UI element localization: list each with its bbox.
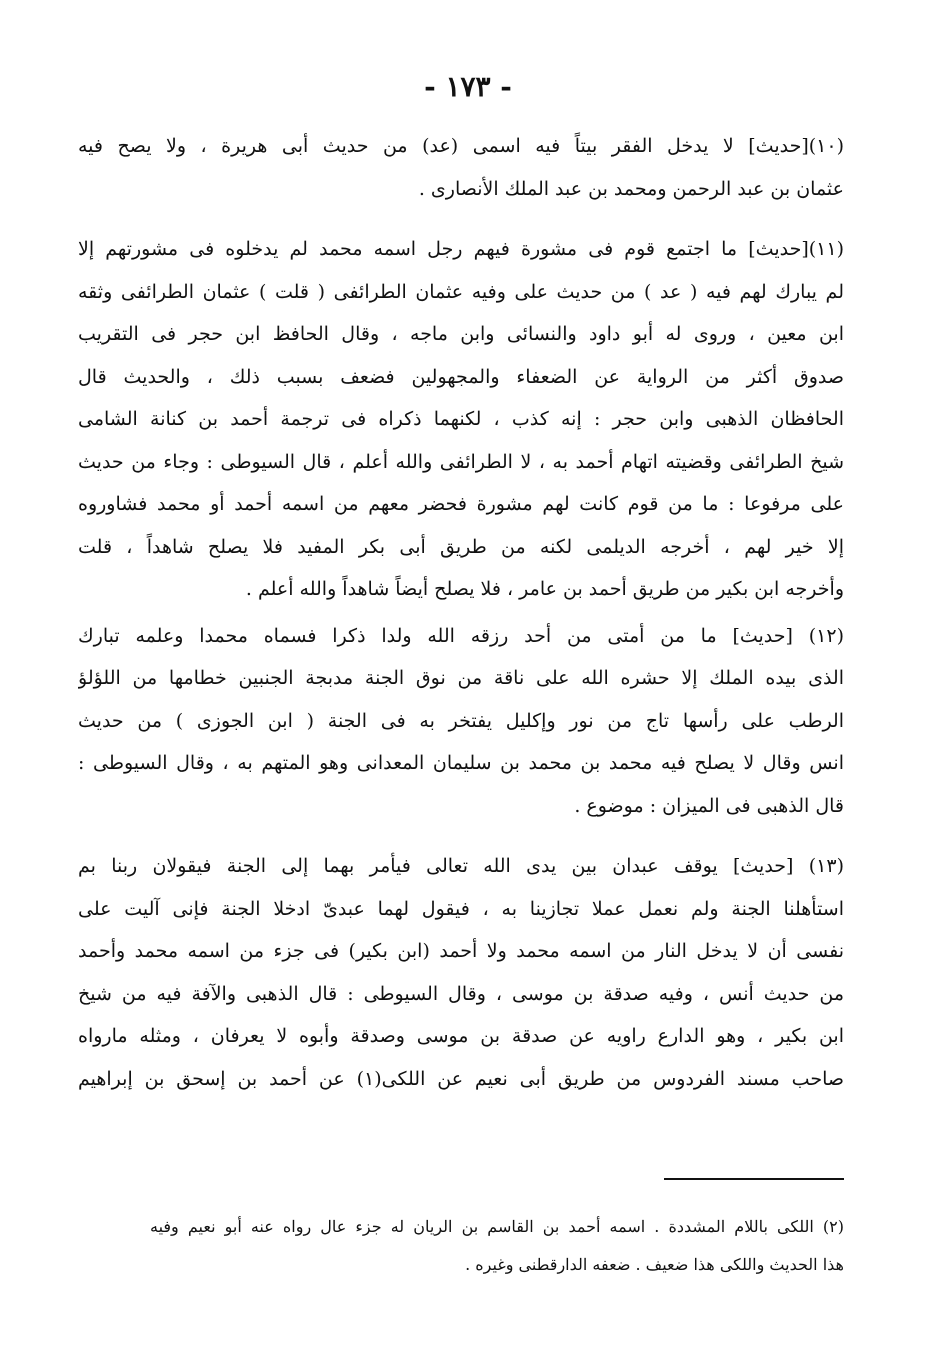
text-line: انس وقال لا يصلح فيه محمد بن محمد بن سليمان المعدانى وهو المتهم به ، وقال السيوطى : <box>78 752 844 774</box>
text-line: الرطب على رأسها تاج من نور وإكليل يفتخر به فى الجنة ( ابن الجوزى ) من حديث <box>78 709 844 732</box>
footnote-divider <box>664 1178 844 1180</box>
hadith-11-paragraph <box>78 228 844 611</box>
hadith-10-paragraph <box>78 125 844 210</box>
text-line: الذى بيده الملك إلا حشره الله على ناقة من نوق الجنة مدبجة الجنبين خطامها من اللؤلؤ <box>78 667 844 689</box>
text-line: صدوق أكثر من الرواية عن الضعفاء والمجهولين فضعف بسبب ذلك ، والحديث قال <box>78 365 844 388</box>
footnote-line: هذا الحديث واللكى هذا ضعيف . ضعفه الدارقطنى وغيره . <box>465 1255 844 1274</box>
text-line: وأخرجه ابن بكير من طريق أحمد بن عامر ، فلا يصلح أيضاً شاهداً والله أعلم . <box>245 578 844 600</box>
text-line: (١٠)[حديث] لا يدخل الفقر بيتاً فيه اسمى (عد) من حديث أبى هريرة ، ولا يصح فيه <box>78 135 844 157</box>
hadith-12-paragraph <box>78 615 844 828</box>
page-number: - ١٧٣ - <box>424 70 512 103</box>
main-text <box>78 125 844 1100</box>
text-line: على مرفوعا : ما من قوم كانت لهم مشورة فحضر معهم من اسمه أحمد أو محمد فشاوروه <box>78 493 844 515</box>
hadith-13-paragraph <box>78 845 844 1100</box>
text-line: قال الذهبى فى الميزان : موضوع . <box>574 794 844 817</box>
text-line: (١١)[حديث] ما اجتمع قوم فى مشورة فيهم رجل اسمه محمد لم يدخلوه فى مشورتهم إلا <box>78 238 844 260</box>
text-line: عثمان بن عبد الرحمن ومحمد بن عبد الملك الأنصارى . <box>418 177 844 200</box>
text-line: استأهلنا الجنة ولم نعمل عملا تجازينا به ، فيقول لهما عبدىّ ادخلا الجنة فإنى آليت على <box>78 897 844 920</box>
paragraph-gap <box>78 210 844 228</box>
text-line: من حديث أنس ، وفيه صدقة بن موسى ، وقال السيوطى : قال الذهبى والآفة فيه من شيخ <box>78 982 844 1005</box>
text-line: صاحب مسند الفردوس من طريق أبى نعيم عن اللكى(١) عن أحمد بن إسحق بن إبراهيم <box>78 1067 844 1090</box>
text-line: الحافظان الذهبى وابن حجر : إنه كذب ، لكنهما ذكراه فى ترجمة أحمد بن كنانة الشامى <box>78 408 844 430</box>
text-line: لم يبارك لهم فيه ( عد ) من حديث على وفيه عثمان الطرائفى ( قلت ) عثمان الطرائفى وثقه <box>78 280 844 303</box>
text-line: إلا خير لهم ، أخرجه الديلمى لكنه من طريق أبى بكر المفيد فلا يصلح شاهداً ، قلت <box>78 535 844 558</box>
paragraph-gap <box>78 827 844 845</box>
text-line: شيخ الطرائفى وقضيته اتهام أحمد به ، لا الطرائفى والله أعلم ، قال السيوطى : وجاء من حديث <box>78 450 844 473</box>
footnote <box>150 1208 844 1284</box>
text-line: (١٢) [حديث] ما من أمتى من أحد رزقه الله ولدا ذكرا فسماه محمدا وعلمه تبارك <box>78 624 844 647</box>
footnote-line: (٢) اللكى باللام المشددة . اسمه أحمد بن القاسم بن الريان له جزء عال رواه عنه أبو نعيم وفيه <box>150 1217 844 1236</box>
text-line: ابن بكير ، وهو الدارع راويه عن صدقة بن موسى وصدقة وأبوه لا يعرفان ، ومثله مارواه <box>78 1025 844 1047</box>
text-line: نفسى أن لا يدخل النار من اسمه محمد ولا أحمد (ابن بكير) فى جزء من اسمه محمد وأحمد <box>78 940 844 962</box>
text-line: (١٣) [حديث] يوقف عبدان بين يدى الله تعالى فيأمر بهما إلى الجنة فيقولان ربنا بم <box>78 855 844 877</box>
text-line: ابن معين ، وروى له أبو داود والنسائى وابن ماجه ، وقال الحافظ ابن حجر فى التقريب <box>78 323 844 345</box>
